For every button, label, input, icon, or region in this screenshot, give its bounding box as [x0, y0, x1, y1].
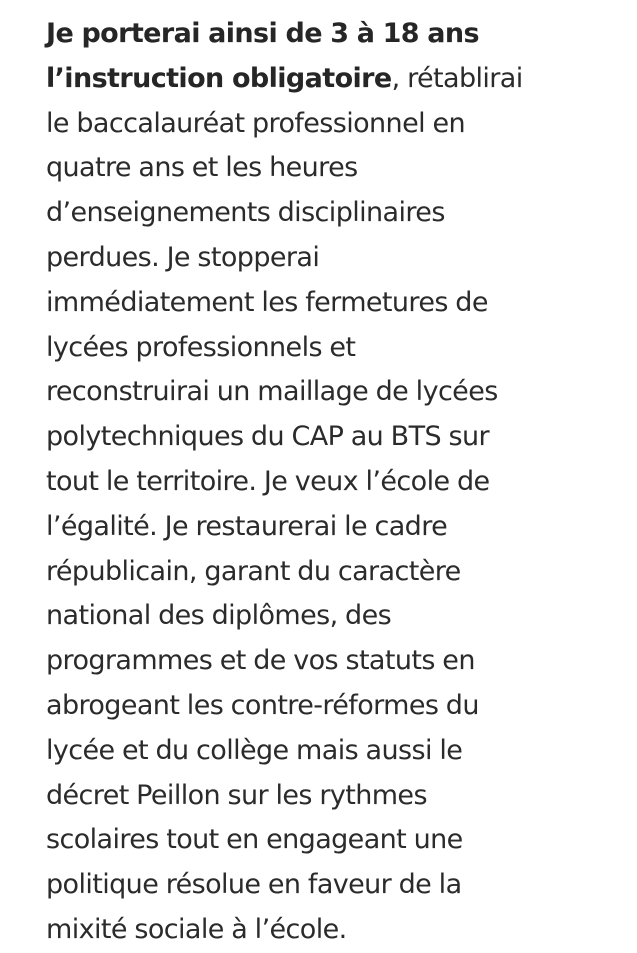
text-line	[46, 57, 607, 102]
line-text: d’enseignements disciplinaires	[46, 197, 445, 229]
line-text: quatre ans et les heures	[46, 152, 358, 184]
line-text: politique résolue en faveur de la	[46, 869, 462, 901]
line-text: , rétablirai	[391, 62, 523, 94]
text-line	[46, 415, 607, 460]
line-text: reconstruirai un maillage de lycées	[46, 376, 498, 408]
text-line	[46, 326, 607, 371]
text-line	[46, 236, 607, 281]
text-line	[46, 12, 607, 57]
line-text: républicain, garant du caractère	[46, 555, 461, 587]
text-line	[46, 818, 607, 863]
bold-phrase: Je porterai ainsi de 3 à 18 ans	[46, 18, 480, 49]
line-text: lycées professionnels et	[46, 331, 356, 363]
line-text: lycée et du collège mais aussi le	[46, 734, 463, 766]
text-line	[46, 370, 607, 415]
text-line	[46, 774, 607, 819]
text-line	[46, 460, 607, 505]
text-line	[46, 191, 607, 236]
text-line	[46, 908, 607, 953]
text-line	[46, 863, 607, 908]
text-line	[46, 505, 607, 550]
text-line	[46, 639, 607, 684]
line-text: immédiatement les fermetures de	[46, 286, 488, 318]
line-text: polytechniques du CAP au BTS sur	[46, 421, 489, 453]
text-line	[46, 146, 607, 191]
line-text: perdues. Je stopperai	[46, 241, 320, 273]
text-line	[46, 684, 607, 729]
text-line	[46, 594, 607, 639]
line-text: abrogeant les contre-réformes du	[46, 689, 479, 721]
line-text: tout le territoire. Je veux l’école de	[46, 465, 490, 497]
text-line	[46, 281, 607, 326]
article-paragraph	[46, 12, 607, 953]
line-text: national des diplômes, des	[46, 600, 392, 632]
text-line	[46, 729, 607, 774]
text-line	[46, 550, 607, 595]
bold-phrase: l’instruction obligatoire	[46, 62, 392, 94]
line-text: décret Peillon sur les rythmes	[46, 779, 427, 811]
line-text: l’égalité. Je restaurerai le cadre	[46, 510, 448, 542]
line-text: mixité sociale à l’école.	[46, 913, 347, 945]
text-line	[46, 102, 607, 147]
line-text: le baccalauréat professionnel en	[46, 107, 465, 139]
line-text: programmes et de vos statuts en	[46, 645, 475, 677]
line-text: scolaires tout en engageant une	[46, 824, 463, 856]
